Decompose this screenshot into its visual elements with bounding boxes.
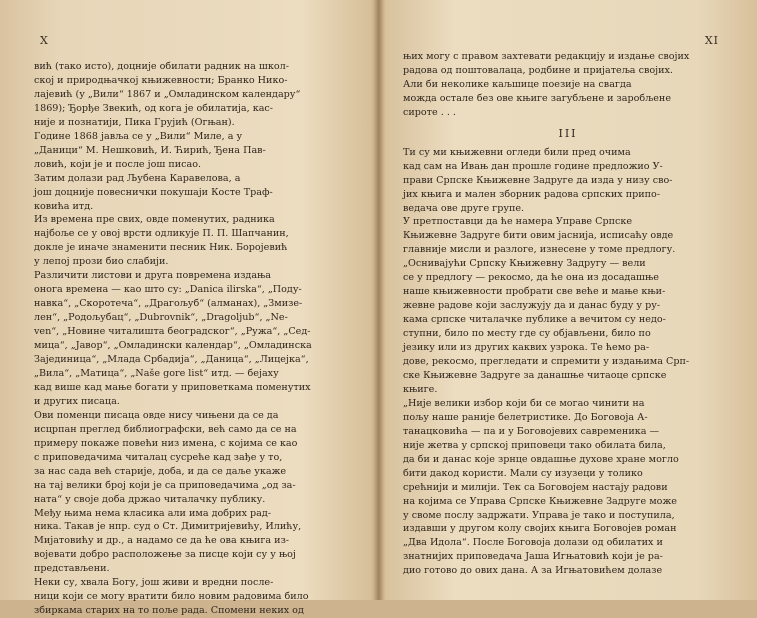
text-line: главније мисли и разлоге, изнесене у томе предлогу. <box>403 244 676 256</box>
text-line: најбоље се у овој врсти одликује П. П. Шапчанин, <box>34 228 289 240</box>
right-page <box>379 0 757 600</box>
text-line: у лепој прози био слабији. <box>34 256 169 268</box>
text-line: дио готово до ових дана. А за Игњатовићем долазе <box>403 565 663 577</box>
text-line: мица“, „Јавор“, „Омладински календар“, „Омладинска <box>34 340 312 352</box>
text-line: кама српске читалачке публике а вечитом су недо- <box>403 314 666 326</box>
text-line: Године 1868 јавља се у „Вили“ Миле, а у <box>34 130 243 142</box>
text-line: Мијатовићу и др., а надамо се да ће ова књига из- <box>34 535 290 547</box>
text-line: докле је иначе знаменити песник Ник. Боројевић <box>34 242 288 254</box>
text-line: језику или из других каквих узрока. Те ћемо ра- <box>403 342 650 354</box>
page-text <box>34 60 356 618</box>
text-line: прави Српске Књижевне Задруге да изда у низу сво- <box>403 174 673 186</box>
text-line: збиркама старих на то поље рада. Спомени неких од <box>34 605 304 617</box>
chapter-heading: III <box>558 126 578 140</box>
text-line: онога времена — као што су: „Danica ilirska“, „Поду- <box>34 284 302 296</box>
text-line: жевне радове који заслужују да и данас буду у ру- <box>403 300 661 312</box>
text-line: „Вила“, „Матица“, „Naše gore list“ итд. — бејаху <box>34 367 279 379</box>
text-line: „Даници“ М. Нешковић, И. Ћирић, Ђена Пав- <box>34 144 266 156</box>
text-line: „Није велики избор који би се могао чинити на <box>403 397 645 409</box>
text-line: лен“, „Родољубац“, „Dubrovnik“, „Dragoljub“, „Ne- <box>34 312 288 324</box>
text-line: 1869); Ђорђе Звекић, од кога је обилатија, кас- <box>34 102 274 114</box>
text-line: ковића итд. <box>34 200 94 212</box>
text-line: навка“, „Скоротеча“, „Драгољуб“ (алманах), „Змизе- <box>34 298 303 310</box>
text-line: Из времена пре свих, овде поменутих, радника <box>34 214 275 226</box>
text-line: исцрпан преглед библиографски, већ само да се на <box>34 423 297 435</box>
text-line: Различити листови и друга повремена издања <box>34 270 272 282</box>
text-line: није жетва у српској приповеци тако обилата била, <box>403 439 666 451</box>
text-line: ника. Такав је нпр. суд о Ст. Димитријевићу, Илићу, <box>34 521 302 533</box>
text-line: с приповедачима читалац сусреће кад зађе у то, <box>34 451 283 463</box>
text-line: јих књига и мален зборник радова српских припо- <box>403 188 661 200</box>
text-line: представљени. <box>34 563 110 575</box>
text-line: Затим долази рад Љубена Каравелова, а <box>34 172 241 184</box>
text-line: није и познатији, Пика Грујић (Огњан). <box>34 116 235 128</box>
text-line: за нас сада већ старије, доба, и да се даље укаже <box>34 465 287 477</box>
text-line: ловић, који је и после још писао. <box>34 158 202 170</box>
text-line: примеру покаже повећи низ имена, с којима се као <box>34 437 298 449</box>
text-line: на којима се Управа Српске Књижевне Задруге може <box>403 495 677 507</box>
text-line: још доцније повеснички покушаји Косте Траф- <box>34 186 273 198</box>
text-line: Међу њима нема класика али има добрих рад- <box>34 507 272 519</box>
text-line: „Оснивајући Српску Књижевну Задругу — вели <box>403 258 646 270</box>
text-line: пољу наше раније белетристике. До Боговоја А- <box>403 411 648 423</box>
text-line: сироте . . . <box>403 106 456 118</box>
text-line: ven“, „Новине читалишта београдског“, „Ружа“, „Сед- <box>34 326 311 338</box>
text-line: ске Књижевне Задруге за данашње читаоце српске <box>403 369 667 381</box>
text-line: радова од поштовалаца, родбине и пријатеља својих. <box>403 64 673 76</box>
text-line: Неки су, хвала Богу, још живи и вредни послe- <box>34 577 274 589</box>
text-line: војевати добро расположење за писце који су у њој <box>34 549 296 561</box>
text-line: да би и данас које зрнце овдашње духове хране могло <box>403 453 679 465</box>
text-line: дове, рекосмо, прегледати и спремити у издањима Срп- <box>403 356 690 368</box>
page-text <box>403 50 733 578</box>
text-line: наше књижевности пробрати све веће и мање књи- <box>403 286 666 298</box>
text-line: танацковића — па и у Боговојевих савременика — <box>403 425 660 437</box>
page-number: X <box>40 34 49 47</box>
text-line: ници који се могу вратити било новим радовима било <box>34 591 309 603</box>
text-line: Књижевне Задруге бити овим јаснија, исписаћу овде <box>403 230 674 242</box>
text-line: можда остале без ове књиге загубљене и заробљене <box>403 92 671 104</box>
left-page <box>0 0 378 617</box>
text-line: ступни, било по месту где су објављени, било по <box>403 328 651 340</box>
text-line: кад више кад мање богати у приповеткама поменутих <box>34 381 311 393</box>
text-line: кад сам на Ивањ дан прошле године предложио У- <box>403 160 663 172</box>
text-line: ској и природњачкој књижевности; Бранко Нико- <box>34 74 288 86</box>
text-line: Ови поменци писаца овде нису чињени да се да <box>34 409 279 421</box>
text-line: књиге. <box>403 383 438 395</box>
text-line: срећнији и милији. Тек са Боговојем настају радови <box>403 481 668 493</box>
text-line: знатнијих приповедача Јаша Игњатовић који је ра- <box>403 551 663 563</box>
text-line: ната“ у своје доба држао читалачку публику. <box>34 493 266 505</box>
text-line: У претпоставци да ће намера Управе Српске <box>403 216 633 228</box>
text-line: „Два Идола“. После Боговоја долази од обилатих и <box>403 537 663 549</box>
text-line: на тај велики број који је са приповедачима „од за- <box>34 479 296 491</box>
text-line: Ти су ми књижевни огледи били пред очима <box>403 146 631 158</box>
text-line: вић (тако исто), доцније обилати радник на школ- <box>34 61 289 72</box>
text-line: бити дакод користи. Мали су изузеци у толико <box>403 467 643 479</box>
text-line: њих могу с правом захтевати редакцију и издање својих <box>403 51 690 62</box>
text-line: издавши у другом колу својих књига Боговојев роман <box>403 523 677 535</box>
text-line: се у предлогу — рекосмо, да ће она из досадашње <box>403 272 659 284</box>
text-line: у своме послу задржати. Управа је тако и поступила, <box>403 509 675 521</box>
page-number: XI <box>704 34 719 47</box>
text-line: Али би неколике каљшице поезије на свагда <box>403 78 632 90</box>
text-line: лајевић (у „Вили“ 1867 и „Омладинском календару“ <box>34 88 301 100</box>
text-line: Зајединица“, „Млада Србадија“, „Даница“, „Лицејка“, <box>34 354 309 366</box>
text-line: и других писаца. <box>34 395 120 407</box>
text-line: ведача ове друге групе. <box>403 202 525 214</box>
